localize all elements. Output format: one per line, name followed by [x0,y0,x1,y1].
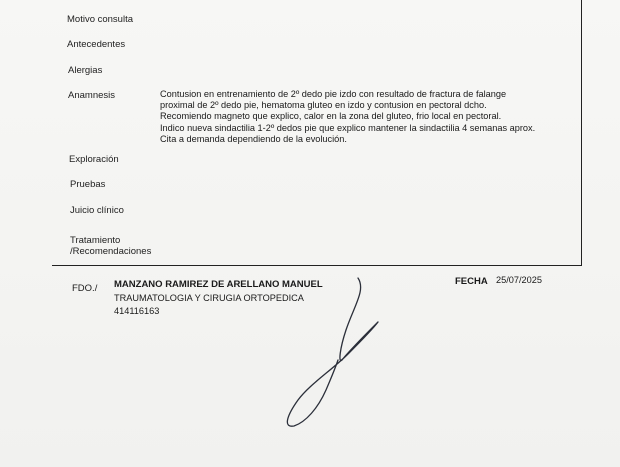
anamnesis-line: Contusion en entrenamiento de 2º dedo pie izdo con resultado de fractura de falange [160,89,507,99]
doctor-name: MANZANO RAMIREZ DE ARELLANO MANUEL [114,279,323,290]
label-exploracion: Exploración [69,154,119,165]
anamnesis-line: Recomiendo magneto que explico, calor en la zona del gluteo, frio local en pectoral. [160,111,502,122]
label-pruebas: Pruebas [70,179,106,190]
handwritten-signature [270,270,400,440]
fecha-value: 25/07/2025 [496,275,542,285]
label-motivo-consulta: Motivo consulta [67,14,134,25]
doctor-specialty: TRAUMATOLOGIA Y CIRUGIA ORTOPEDICA [114,293,304,303]
label-recomendaciones: /Recomendaciones [70,246,152,257]
fecha-label: FECHA [455,276,488,287]
fdo-label: FDO./ [72,283,98,294]
label-alergias: Alergias [68,65,103,76]
doctor-id-number: 414116163 [114,306,160,316]
anamnesis-line: Indico nueva sindactilia 1-2º dedos pie que explico mantener la sindactilia 4 semanas aprox. [160,122,536,133]
label-antecedentes: Antecedentes [67,39,126,50]
anamnesis-text [160,89,580,145]
label-tratamiento: Tratamiento [70,235,121,246]
label-juicio-clinico: Juicio clínico [70,205,124,216]
anamnesis-line: proximal de 2º dedo pie, hematoma gluteo en izdo y contusion en pectoral dcho. [160,100,487,111]
label-anamnesis: Anamnesis [68,90,115,101]
anamnesis-line: Cita a demanda dependiendo de la evolución. [160,133,347,144]
